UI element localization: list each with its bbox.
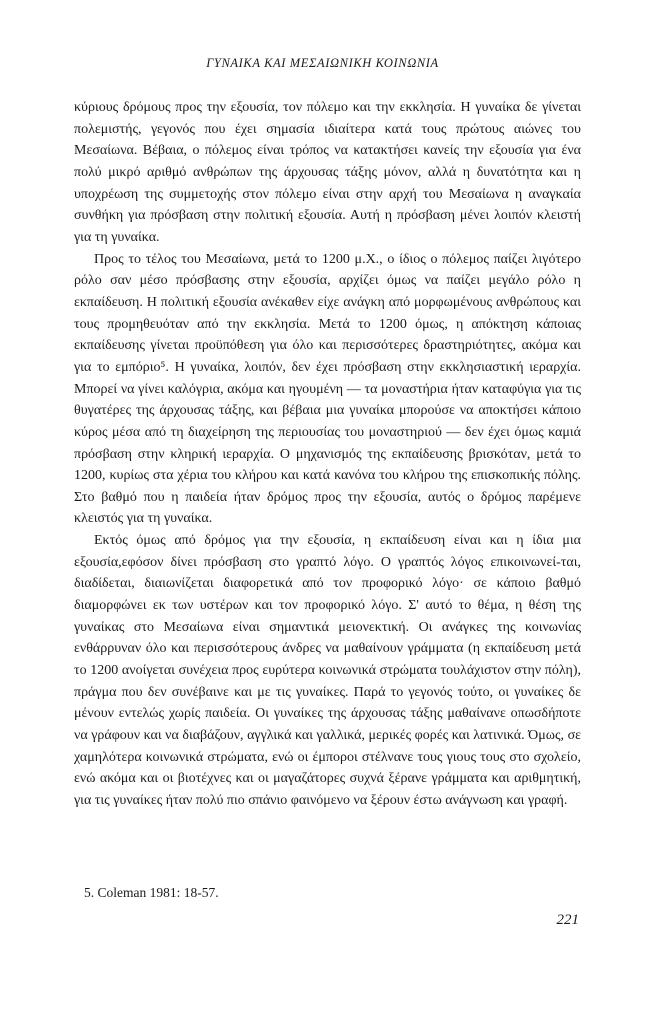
page-number: 221 [556, 912, 579, 928]
paragraph: Προς το τέλος του Μεσαίωνα, μετά το 1200 μ.Χ., ο ίδιος ο πόλεμος παίζει λιγότερο ρόλο σαν μέσο πρόσβασης στην εξουσία, αρχίζει όμως να παίζει μεγάλο ρόλο η εκπαίδευση. Η πολιτική εξουσία ανέκαθεν είχε ανάγκη από μορφωμένους ανθρώπους και τους προμηθευόταν από την εκκλησία. Μετά το 1200 όμως, η απόκτηση κάποιας εκπαίδευσης γίνεται προϋπόθεση για όλο και περισσότερες δραστηριότητες, ακόμα και για το εμπόριο⁵. Η γυναίκα, λοιπόν, δεν έχει πρόσβαση στην εκκλησιαστική ιεραρχία. Μπορεί να γίνει καλόγρια, ακόμα και ηγουμένη — τα μοναστήρια ήταν καταφύγια για τις θυγατέρες της άρχουσας τάξης, και βέβαια μια γυναίκα μπορούσε να αποκτήσει κάποιο κύρος μέσα από τη διαχείρηση της περιουσίας του μοναστηριού — δεν έχει όμως καμιά πρόσβαση στην κληρική ιεραρχία. Ο μηχανισμός της εκπαίδευσης βρισκόταν, μετά το 1200, κυρίως στα χέρια του κλήρου και κατά κανόνα του κλήρου της επισκοπικής πόλης. Στο βαθμό που η παιδεία ήταν δρόμος προς την εξουσία, αυτός ο δρόμος παρέμενε κλειστός για τη γυναίκα. [74, 251, 581, 527]
footnote: 5. Coleman 1981: 18-57. [84, 885, 219, 900]
running-head: ΓΥΝΑΙΚΑ ΚΑΙ ΜΕΣΑΙΩΝΙΚΗ ΚΟΙΝΩΝΙΑ [206, 56, 439, 70]
paragraph: Εκτός όμως από δρόμος για την εξουσία, η εκπαίδευση είναι και η ίδια μια εξουσία,εφόσον δίνει πρόσβαση στο γραπτό λόγο. Ο γραπτός λόγος επικοινωνεί-ται, διαδίδεται, διαιωνίζεται διαφορετικά από τον προφορικό λόγο· σε κάποιο βαθμό διαμορφώνει εκ των υστέρων και τον προφορικό λόγο. Σ' αυτό το θέμα, η θέση της γυναίκας στο Μεσαίωνα είναι σημαντικά μειονεκτική. Οι ανάγκες της κοινωνίας ενθάρρυναν όλο και περισσότερους άνδρες να μαθαίνουν γράμματα (η εκπαίδευση μετά το 1200 ανοίγεται συνέχεια προς ευρύτερα κοινωνικά στρώματα τουλάχιστον στην πόλη), πράγμα που δεν συνέβαινε και με τις γυναίκες. Παρά το γεγονός τούτο, οι γυναίκες δε μένουν εντελώς χωρίς παιδεία. Οι γυναίκες της άρχουσας τάξης μαθαίνανε οπωσδήποτε να γράφουν και να διαβάζουν, αγγλικά και γαλλικά, μερικές φορές και λατινικά. Όμως, σε χαμηλότερα κοινωνικά στρώματα, ενώ οι έμποροι στέλνανε τους γιους τους στο σχολείο, ενώ ακόμα και οι βιοτέχνες και οι μαγαζάτορες συχνά ξέρανε γράμματα και αριθμητική, για τις γυναίκες ήταν πολύ πιο σπάνιο φαινόμενο να ξέρουν έστω ανάγνωση και γραφή. [74, 533, 581, 808]
body-text [74, 97, 581, 812]
paragraph: κύριους δρόμους προς την εξουσία, τον πόλεμο και την εκκλησία. Η γυναίκα δε γίνεται πολεμιστής, γεγονός που έχει σημασία ιδιαίτερα κατά τους πρώτους αιώνες του Μεσαίωνα. Βέβαια, ο πόλεμος είναι τρόπος να κατακτήσει κανείς την εξουσία για ένα πολύ μικρό αριθμό ανθρώπων της άρχουσας τάξης μόνον, αλλά η δυνατότητα και η υποχρέωση της συμμετοχής στον πόλεμο είναι στην αρχή του Μεσαίωνα η αναγκαία συνθήκη για πρόσβαση στην πολιτική εξουσία. Αυτή η πρόσβαση μένει λοιπόν κλειστή για τη γυναίκα. [74, 100, 581, 245]
